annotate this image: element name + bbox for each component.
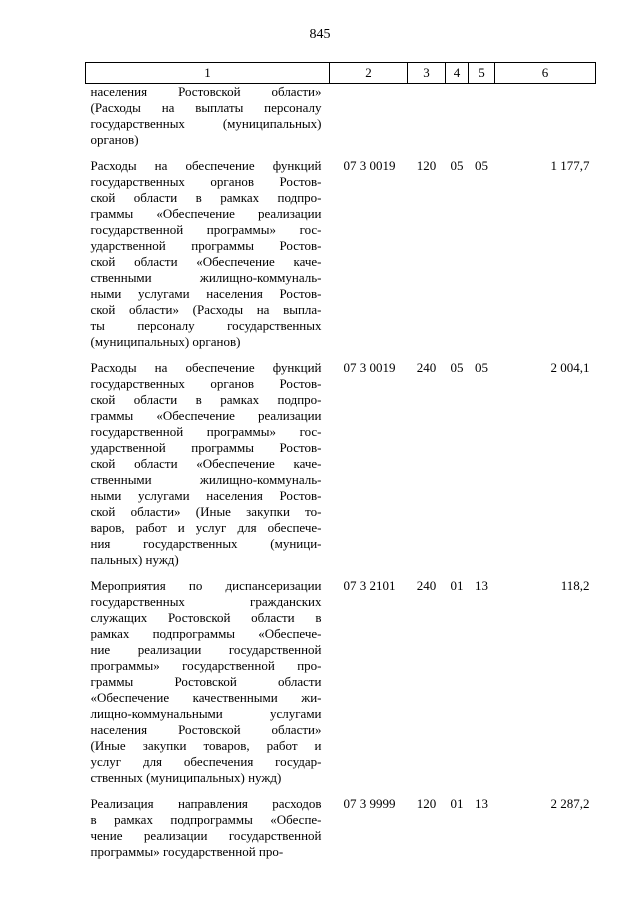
description-line: ными услугами населения Ростов- [90, 488, 322, 503]
description-line: ской области в рамках подпро- [90, 190, 322, 205]
description-line: ской области» (Расходы на выпла- [90, 302, 322, 317]
description-line: государственных органов Ростов- [90, 376, 322, 391]
description-line: Реализация направления расходов [90, 796, 322, 811]
description-line: (Расходы на выплаты персоналу [90, 100, 322, 115]
row-target-code: 07 3 0019 [343, 158, 396, 173]
row-spacer-cell [86, 148, 596, 158]
description-line: ской области» (Иные закупки то- [90, 504, 322, 519]
budget-table [85, 62, 596, 860]
description-line: граммы Ростовской области [90, 674, 322, 689]
description-line: ние реализации государственной [90, 642, 322, 657]
description-line: служащих Ростовской области в [90, 610, 322, 625]
description-line: ударственной программы Ростов- [90, 238, 322, 253]
description-line: граммы «Обеспечение реализации [90, 206, 322, 221]
row-section [446, 84, 469, 149]
row-description [86, 578, 330, 786]
description-line: Мероприятия по диспансеризации [90, 578, 322, 593]
row-spacer [86, 148, 596, 158]
description-line: ской области «Обеспечение каче- [90, 254, 322, 269]
description-line: ными услугами населения Ростов- [90, 286, 322, 301]
page-number: 845 [309, 27, 331, 42]
description-line: государственных (муниципальных) [90, 116, 322, 131]
row-section: 05 [450, 360, 464, 375]
row-target-code [330, 84, 408, 149]
description-line: органов) [90, 132, 139, 147]
description-line: ударственной программы Ростов- [90, 440, 322, 455]
row-expense-type: 240 [416, 578, 437, 593]
description-line: чение реализации государственной [90, 828, 322, 843]
description-line: населения Ростовской области» [90, 84, 322, 99]
row-spacer [86, 568, 596, 578]
row-subsection [469, 84, 495, 149]
description-line: ственными жилищно-коммуналь- [90, 270, 322, 285]
row-subsection: 05 [475, 158, 488, 173]
description-line: Расходы на обеспечение функций [90, 360, 322, 375]
row-target-code: 07 3 0019 [343, 360, 396, 375]
description-line: ты персоналу государственных [90, 318, 322, 333]
row-description [86, 360, 330, 568]
table-body [86, 84, 596, 861]
row-description [86, 84, 330, 149]
description-line: (муниципальных) органов) [90, 334, 241, 349]
description-line: «Обеспечение качественными жи- [90, 690, 322, 705]
table-row [86, 796, 596, 860]
description-line: варов, работ и услуг для обеспече- [90, 520, 322, 535]
header-col-5: 5 [469, 63, 495, 84]
row-amount: 2 287,2 [550, 796, 590, 811]
description-line: граммы «Обеспечение реализации [90, 408, 322, 423]
row-section: 05 [450, 158, 464, 173]
description-line: программы» государственной про- [90, 844, 284, 859]
header-col-4: 4 [446, 63, 469, 84]
row-target-code: 07 3 2101 [343, 578, 396, 593]
row-amount [495, 84, 596, 149]
row-amount: 118,2 [560, 578, 590, 593]
row-section: 01 [450, 578, 464, 593]
description-line: государственных гражданских [90, 594, 322, 609]
table-row [86, 578, 596, 786]
row-expense-type: 120 [416, 158, 437, 173]
description-line: Расходы на обеспечение функций [90, 158, 322, 173]
header-col-6: 6 [495, 63, 596, 84]
header-col-3: 3 [408, 63, 446, 84]
row-expense-type [408, 84, 446, 149]
row-spacer-cell [86, 786, 596, 796]
header-col-2: 2 [330, 63, 408, 84]
row-spacer-cell [86, 568, 596, 578]
header-col-1: 1 [86, 63, 330, 84]
row-description [86, 158, 330, 350]
description-line: услуг для обеспечения государ- [90, 754, 322, 769]
row-amount: 1 177,7 [550, 158, 590, 173]
description-line: ской области в рамках подпро- [90, 392, 322, 407]
description-line: пальных) нужд) [90, 552, 179, 567]
description-line: ственных (муниципальных) нужд) [90, 770, 282, 785]
row-section: 01 [450, 796, 464, 811]
table-header [86, 63, 596, 84]
description-line: населения Ростовской области» [90, 722, 322, 737]
description-line: ния государственных (муници- [90, 536, 322, 551]
description-line: ственными жилищно-коммуналь- [90, 472, 322, 487]
row-spacer [86, 786, 596, 796]
row-subsection: 13 [475, 578, 488, 593]
description-line: государственной программы» гос- [90, 222, 322, 237]
description-line: ской области «Обеспечение каче- [90, 456, 322, 471]
description-line: программы» государственной про- [90, 658, 322, 673]
row-spacer [86, 350, 596, 360]
row-subsection: 13 [475, 796, 488, 811]
row-description [86, 796, 330, 860]
description-line: рамках подпрограммы «Обеспече- [90, 626, 322, 641]
row-expense-type: 240 [416, 360, 437, 375]
table-row [86, 84, 596, 149]
description-line: (Иные закупки товаров, работ и [90, 738, 322, 753]
row-spacer-cell [86, 350, 596, 360]
description-line: лищно-коммунальными услугами [90, 706, 322, 721]
row-subsection: 05 [475, 360, 488, 375]
table-row [86, 158, 596, 350]
row-amount: 2 004,1 [550, 360, 590, 375]
row-target-code: 07 3 9999 [343, 796, 396, 811]
row-expense-type: 120 [416, 796, 437, 811]
description-line: в рамках подпрограммы «Обеспе- [90, 812, 322, 827]
description-line: государственной программы» гос- [90, 424, 322, 439]
table-row [86, 360, 596, 568]
description-line: государственных органов Ростов- [90, 174, 322, 189]
